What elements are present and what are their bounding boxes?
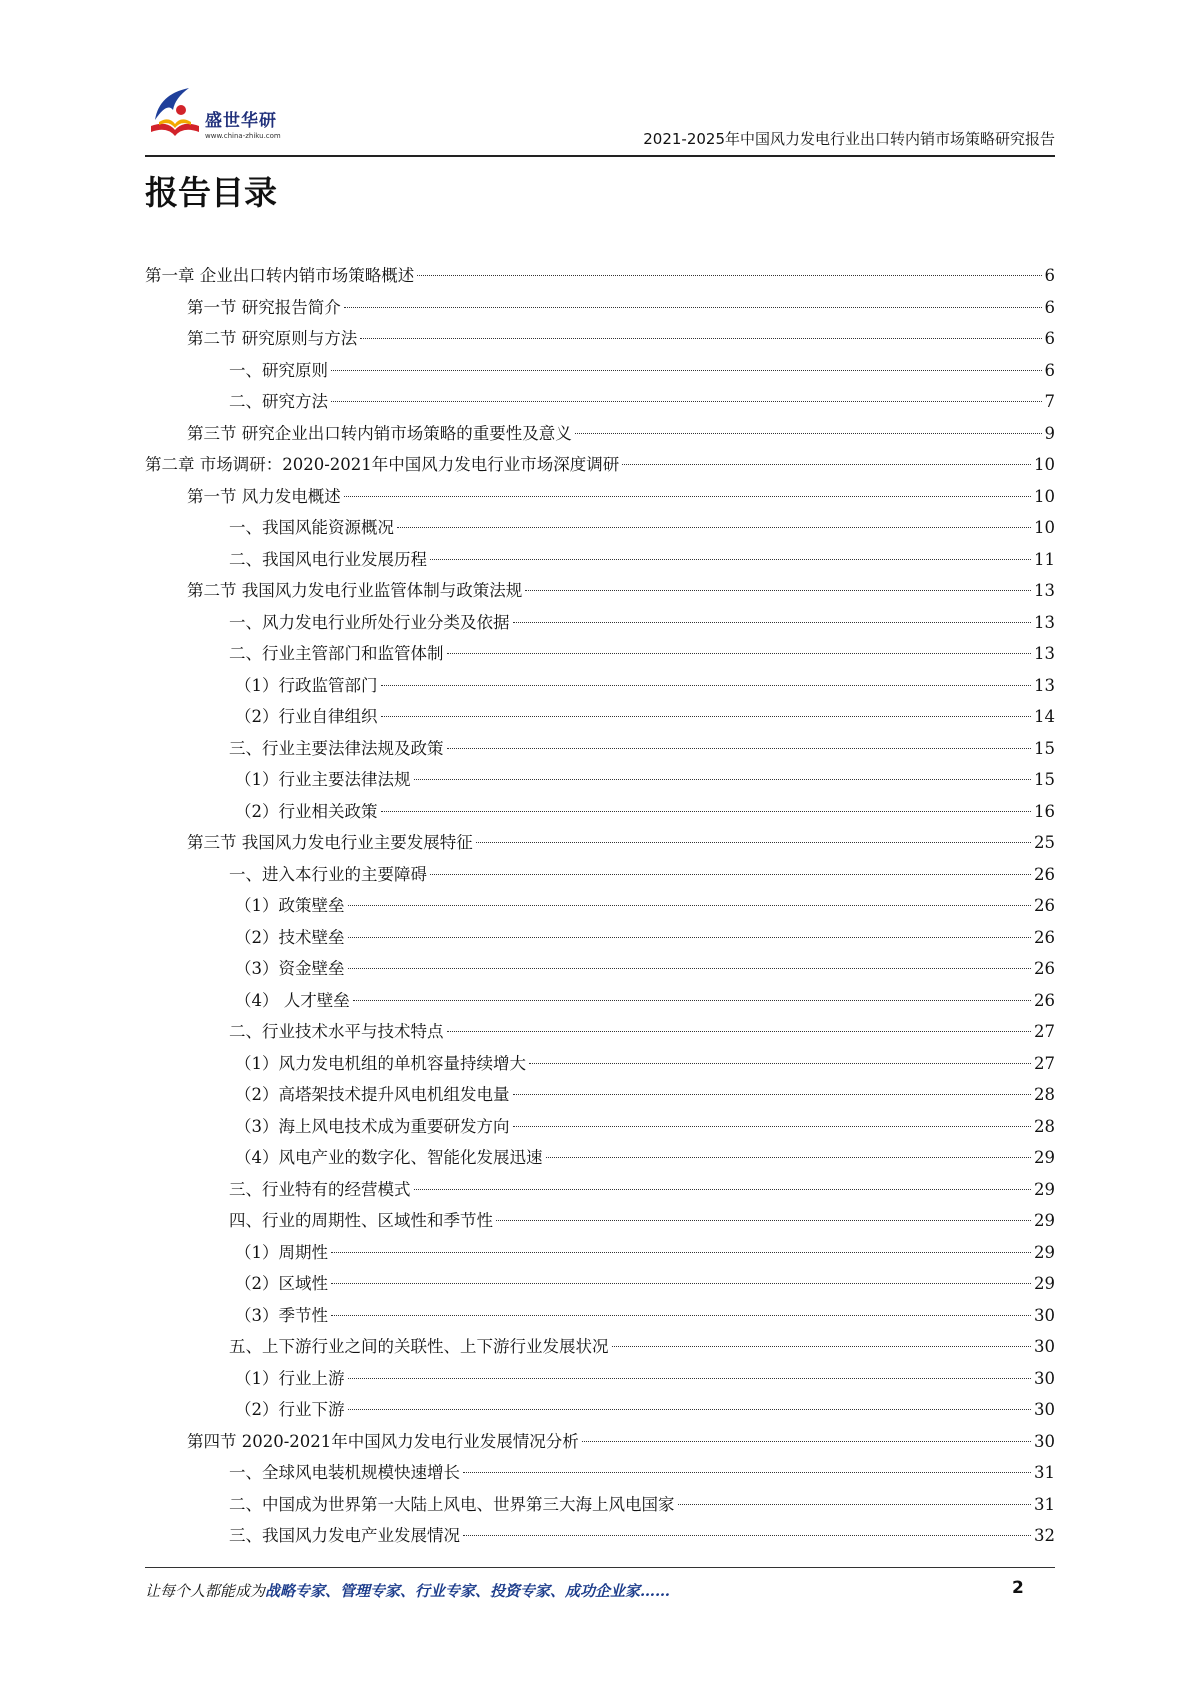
toc-entry[interactable] [145, 260, 1055, 292]
toc-entry[interactable] [145, 607, 1055, 639]
toc-entry[interactable] [145, 985, 1055, 1017]
toc-dot-leader [397, 527, 1031, 528]
toc-entry[interactable] [145, 733, 1055, 765]
toc-entry-page: 29 [1034, 1148, 1055, 1167]
toc-entry-page: 26 [1034, 927, 1055, 947]
toc-dot-leader [612, 1346, 1032, 1347]
toc-dot-leader [353, 1000, 1031, 1001]
logo-url: www.china-zhiku.com [205, 132, 281, 140]
toc-entry[interactable] [145, 1426, 1055, 1458]
toc-dot-leader [331, 401, 1042, 402]
toc-entry-page: 15 [1034, 770, 1055, 789]
toc-entry-page: 32 [1034, 1526, 1055, 1545]
toc-entry-page: 29 [1034, 1242, 1055, 1262]
toc-dot-leader [430, 874, 1031, 875]
toc-entry-title: 三、我国风力发电产业发展情况 [229, 1526, 460, 1545]
toc-entry-page: 31 [1034, 1494, 1055, 1514]
toc-entry-title: 一、进入本行业的主要障碍 [229, 864, 427, 884]
toc-entry-title: 第一章 企业出口转内销市场策略概述 [145, 266, 415, 285]
toc-dot-leader [381, 716, 1032, 717]
toc-entry[interactable] [145, 922, 1055, 954]
toc-entry-title: （1）政策壁垒 [235, 896, 345, 915]
toc-entry-title: 第三节 我国风力发电行业主要发展特征 [187, 833, 473, 852]
toc-entry-page: 6 [1044, 297, 1055, 317]
toc-entry[interactable] [145, 323, 1055, 355]
toc-entry-title: 第二节 我国风力发电行业监管体制与政策法规 [187, 581, 523, 600]
logo-icon [145, 80, 205, 140]
toc-entry-title: （1）行业上游 [235, 1368, 345, 1388]
toc-entry-page: 13 [1034, 675, 1055, 695]
toc-entry[interactable] [145, 418, 1055, 450]
document-title: 2021-2025年中国风力发电行业出口转内销市场策略研究报告 [643, 130, 1055, 148]
toc-entry-title: 一、研究原则 [229, 360, 328, 380]
toc-entry-page: 13 [1034, 644, 1055, 663]
toc-dot-leader [381, 685, 1032, 686]
toc-entry-page: 11 [1034, 549, 1055, 569]
toc-entry-page: 27 [1034, 1053, 1055, 1073]
table-of-contents [145, 260, 1055, 1552]
toc-entry-page: 30 [1034, 1305, 1055, 1325]
toc-entry-page: 10 [1034, 486, 1055, 506]
toc-entry-page: 30 [1034, 1368, 1055, 1388]
toc-dot-leader [447, 748, 1032, 749]
footer-slogan [145, 1580, 670, 1601]
toc-entry-page: 6 [1044, 266, 1055, 285]
toc-dot-leader [476, 842, 1031, 843]
toc-entry-title: （1）行政监管部门 [235, 675, 378, 695]
toc-entry-page: 6 [1044, 329, 1055, 348]
toc-entry-title: 第一节 研究报告简介 [187, 297, 341, 317]
toc-entry-page: 26 [1034, 864, 1055, 884]
toc-dot-leader [529, 1063, 1031, 1064]
toc-entry-title: 二、行业主管部门和监管体制 [229, 644, 444, 663]
toc-entry-title: 二、中国成为世界第一大陆上风电、世界第三大海上风电国家 [229, 1494, 675, 1514]
toc-entry[interactable] [145, 764, 1055, 796]
toc-entry-title: （4）风电产业的数字化、智能化发展迅速 [235, 1148, 543, 1167]
toc-entry[interactable] [145, 1111, 1055, 1143]
footer-prefix: 让每个人都能成为 [145, 1582, 266, 1600]
toc-entry-page: 13 [1034, 612, 1055, 632]
toc-entry-page: 26 [1034, 896, 1055, 915]
toc-dot-leader [348, 905, 1032, 906]
toc-entry-page: 31 [1034, 1463, 1055, 1482]
toc-entry-page: 29 [1034, 1211, 1055, 1230]
toc-entry-title: （1）周期性 [235, 1242, 328, 1262]
toc-entry-page: 15 [1034, 738, 1055, 758]
toc-entry-title: 第二节 研究原则与方法 [187, 329, 358, 348]
toc-entry[interactable] [145, 1048, 1055, 1080]
toc-entry[interactable] [145, 481, 1055, 513]
toc-dot-leader [622, 464, 1031, 465]
logo-name: 盛世华研 [205, 111, 277, 131]
toc-entry[interactable] [145, 670, 1055, 702]
toc-entry[interactable] [145, 638, 1055, 670]
toc-entry-title: 三、行业主要法律法规及政策 [229, 738, 444, 758]
footer-divider [145, 1567, 1055, 1568]
toc-entry-title: 五、上下游行业之间的关联性、上下游行业发展状况 [229, 1337, 609, 1356]
toc-entry-page: 6 [1044, 360, 1055, 380]
toc-dot-leader [463, 1472, 1031, 1473]
toc-dot-leader [331, 1315, 1031, 1316]
toc-dot-leader [513, 622, 1032, 623]
toc-entry-page: 9 [1044, 423, 1055, 443]
toc-entry-page: 29 [1034, 1179, 1055, 1199]
toc-dot-leader [348, 1409, 1032, 1410]
toc-dot-leader [513, 1126, 1032, 1127]
toc-dot-leader [463, 1535, 1031, 1536]
toc-dot-leader [496, 1220, 1031, 1221]
toc-entry-page: 10 [1034, 455, 1055, 474]
toc-dot-leader [575, 433, 1042, 434]
toc-entry-page: 30 [1034, 1431, 1055, 1451]
toc-dot-leader [582, 1441, 1031, 1442]
toc-entry-page: 27 [1034, 1022, 1055, 1041]
toc-entry-title: （2）行业下游 [235, 1400, 345, 1419]
toc-entry[interactable] [145, 1268, 1055, 1300]
toc-entry[interactable] [145, 827, 1055, 859]
toc-entry-title: （2）行业相关政策 [235, 801, 378, 821]
page-title: 报告目录 [145, 173, 277, 212]
toc-entry[interactable] [145, 1457, 1055, 1489]
toc-entry-title: 二、研究方法 [229, 392, 328, 411]
toc-dot-leader [414, 1189, 1032, 1190]
toc-entry[interactable] [145, 859, 1055, 891]
toc-dot-leader [348, 968, 1032, 969]
toc-entry-title: （3）季节性 [235, 1305, 328, 1325]
toc-dot-leader [331, 370, 1042, 371]
toc-dot-leader [546, 1157, 1032, 1158]
footer-roles: 战略专家、管理专家、行业专家、投资专家、成功企业家…… [265, 1582, 671, 1600]
toc-dot-leader [331, 1283, 1031, 1284]
toc-entry[interactable] [145, 386, 1055, 418]
toc-entry-title: （3）资金壁垒 [235, 959, 345, 978]
toc-entry-title: （2）高塔架技术提升风电机组发电量 [235, 1085, 510, 1104]
toc-entry-title: （4） 人才壁垒 [235, 990, 350, 1010]
toc-entry[interactable] [145, 1079, 1055, 1111]
toc-entry-title: 第三节 研究企业出口转内销市场策略的重要性及意义 [187, 423, 572, 443]
toc-dot-leader [331, 1252, 1031, 1253]
toc-dot-leader [344, 496, 1031, 497]
toc-entry[interactable] [145, 1489, 1055, 1521]
toc-entry[interactable] [145, 1237, 1055, 1269]
toc-dot-leader [430, 559, 1031, 560]
page-number: 2 [1012, 1578, 1024, 1598]
toc-entry[interactable] [145, 512, 1055, 544]
toc-entry[interactable] [145, 544, 1055, 576]
toc-dot-leader [348, 937, 1032, 938]
toc-entry[interactable] [145, 796, 1055, 828]
header-divider [145, 155, 1055, 157]
toc-entry[interactable] [145, 1363, 1055, 1395]
toc-entry-title: 三、行业特有的经营模式 [229, 1179, 411, 1199]
toc-entry[interactable] [145, 449, 1055, 481]
toc-entry-title: 四、行业的周期性、区域性和季节性 [229, 1211, 493, 1230]
toc-dot-leader [525, 590, 1031, 591]
toc-dot-leader [414, 779, 1032, 780]
toc-entry-title: 一、风力发电行业所处行业分类及依据 [229, 612, 510, 632]
toc-entry-title: 一、我国风能资源概况 [229, 518, 394, 537]
toc-entry-page: 28 [1034, 1116, 1055, 1136]
toc-dot-leader [513, 1094, 1032, 1095]
toc-entry-title: （1）风力发电机组的单机容量持续增大 [235, 1053, 526, 1073]
toc-entry-title: 二、我国风电行业发展历程 [229, 549, 427, 569]
toc-entry[interactable] [145, 1174, 1055, 1206]
toc-entry-title: （2）技术壁垒 [235, 927, 345, 947]
toc-entry-title: （2）区域性 [235, 1274, 328, 1293]
toc-entry[interactable] [145, 575, 1055, 607]
toc-entry-title: 第四节 2020-2021年中国风力发电行业发展情况分析 [187, 1431, 579, 1451]
toc-entry-title: （2）行业自律组织 [235, 707, 378, 726]
toc-dot-leader [348, 1378, 1032, 1379]
toc-entry[interactable] [145, 953, 1055, 985]
toc-entry-title: 第二章 市场调研：2020-2021年中国风力发电行业市场深度调研 [145, 455, 620, 474]
toc-entry[interactable] [145, 1394, 1055, 1426]
toc-dot-leader [344, 307, 1042, 308]
toc-entry[interactable] [145, 1016, 1055, 1048]
toc-entry-page: 28 [1034, 1085, 1055, 1104]
toc-entry[interactable] [145, 1520, 1055, 1552]
toc-entry-title: 二、行业技术水平与技术特点 [229, 1022, 444, 1041]
toc-entry-page: 26 [1034, 990, 1055, 1010]
toc-dot-leader [360, 338, 1041, 339]
toc-dot-leader [447, 1031, 1032, 1032]
toc-dot-leader [381, 811, 1032, 812]
toc-entry-page: 25 [1034, 833, 1055, 852]
toc-dot-leader [417, 275, 1041, 276]
toc-entry-page: 10 [1034, 518, 1055, 537]
toc-entry-page: 14 [1034, 707, 1055, 726]
company-logo [145, 80, 315, 146]
toc-entry-title: （3）海上风电技术成为重要研发方向 [235, 1116, 510, 1136]
toc-entry-page: 30 [1034, 1337, 1055, 1356]
toc-entry[interactable] [145, 1205, 1055, 1237]
toc-entry-title: 一、全球风电装机规模快速增长 [229, 1463, 460, 1482]
toc-entry[interactable] [145, 355, 1055, 387]
toc-entry-page: 16 [1034, 801, 1055, 821]
page-header [145, 80, 1055, 160]
toc-entry[interactable] [145, 292, 1055, 324]
toc-entry-title: 第一节 风力发电概述 [187, 486, 341, 506]
toc-entry-page: 30 [1034, 1400, 1055, 1419]
toc-dot-leader [447, 653, 1032, 654]
toc-entry-page: 7 [1044, 392, 1055, 411]
toc-entry[interactable] [145, 701, 1055, 733]
toc-entry-title: （1）行业主要法律法规 [235, 770, 411, 789]
toc-entry[interactable] [145, 1331, 1055, 1363]
toc-dot-leader [678, 1504, 1032, 1505]
toc-entry-page: 29 [1034, 1274, 1055, 1293]
toc-entry[interactable] [145, 1142, 1055, 1174]
toc-entry[interactable] [145, 1300, 1055, 1332]
toc-entry-page: 26 [1034, 959, 1055, 978]
toc-entry[interactable] [145, 890, 1055, 922]
toc-entry-page: 13 [1034, 581, 1055, 600]
